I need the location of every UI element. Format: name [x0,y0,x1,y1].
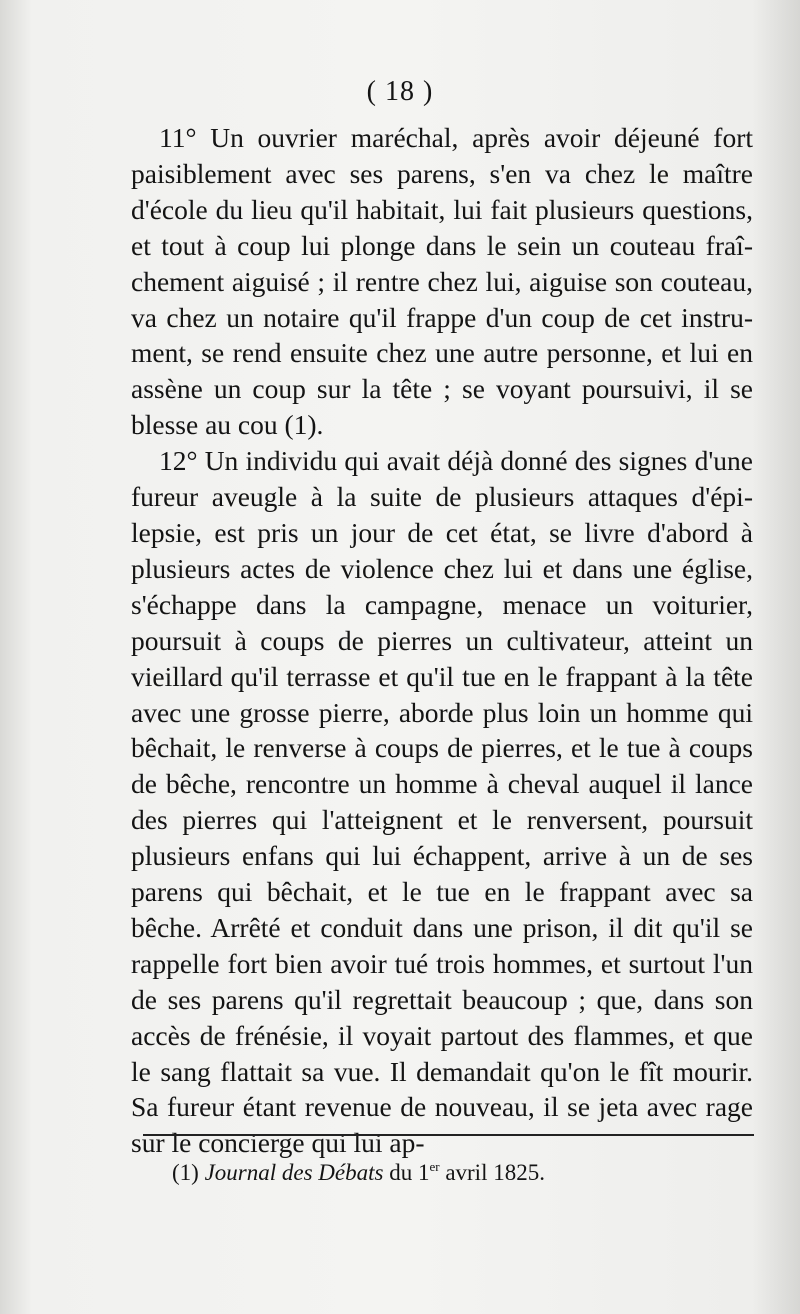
footnote-journal-title: Journal des Débats [204,1160,384,1185]
footnote [172,1152,752,1188]
paragraph-case-12: 12° Un individu qui avait déjà donné des signes d'une fureur aveugle à la suite de plusieurs attaques d'épilepsie, est pris un jour de cet état, se livre d'abord à plusieurs actes de violence chez lui et dans une église, s'échappe dans la campagne, menace un voiturier, poursuit à coups de pierres un cultivateur, atteint un vieillard qu'il terrasse et qu'il tue en le frappant à la tête avec une grosse pierre, aborde plus loin un homme qui bêchait, le renverse à coups de pierres, et le tue à coups de bêche, rencontre un homme à cheval auquel il lance des pierres qui l'atteignent et le renversent, poursuit plusieurs enfans qui lui échappent, arrive à un de ses parens qui bêchait, et le tue en le frappant avec sa bêche. Arrêté et conduit dans une prison, il dit qu'il se rappelle fort bien avoir tué trois hommes, et surtout l'un de ses parens qu'il regrettait beaucoup ; que, dans son accès de frénésie, il voyait partout des flammes, et que le sang flattait sa vue. Il demandait qu'on le fît mourir. Sa fureur étant revenue de nouveau, il se jeta avec rage sur le concierge qui lui ap- [131,445,753,1159]
page-number: ( 18 ) [366,76,434,107]
footnote-date-prefix: du 1 [389,1160,430,1185]
body-text [131,120,753,1161]
footnote-marker: (1) [172,1160,199,1185]
footnote-divider [143,1134,754,1136]
footnote-date-rest: avril 1825. [439,1160,545,1185]
footnote-date-superscript: er [429,1159,440,1174]
paragraph-case-11: 11° Un ouvrier maréchal, après avoir déjeuné fort paisiblement avec ses parens, s'en va chez le maître d'école du lieu qu'il habitait, lui fait plusieurs questions, et tout à coup lui plonge dans le sein un couteau fraîchement aiguisé ; il rentre chez lui, aiguise son couteau, va chez un notaire qu'il frappe d'un coup de cet instrument, se rend ensuite chez une autre personne, et lui en assène un coup sur la tête ; se voyant poursuivi, il se blesse au cou (1). [131,122,753,441]
